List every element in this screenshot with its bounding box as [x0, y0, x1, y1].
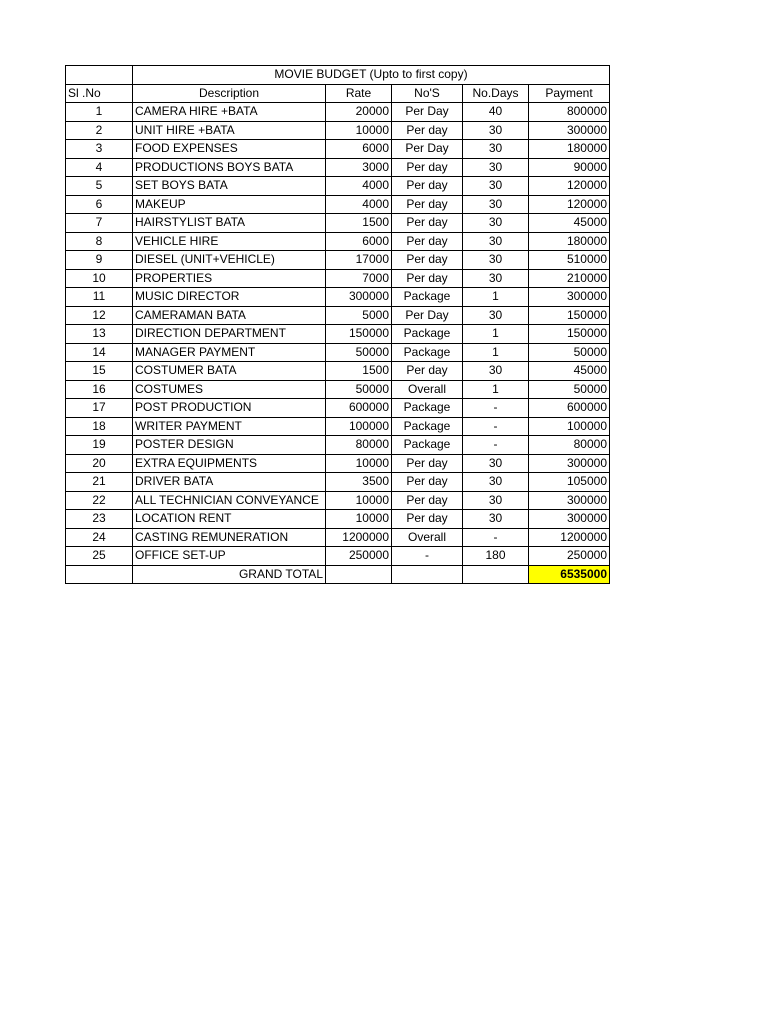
cell-payment: 300000	[529, 454, 610, 473]
cell-payment: 600000	[529, 399, 610, 418]
cell-days: 30	[463, 121, 529, 140]
cell-description: SET BOYS BATA	[133, 177, 326, 196]
cell-days: 30	[463, 510, 529, 529]
cell-description: CAMERAMAN BATA	[133, 306, 326, 325]
cell-days: 40	[463, 103, 529, 122]
cell-sl-no: 8	[66, 232, 133, 251]
cell-rate: 4000	[326, 177, 392, 196]
table-row	[66, 417, 610, 436]
grand-total-row	[66, 565, 610, 584]
cell-payment: 1200000	[529, 528, 610, 547]
total-blank-cell	[326, 565, 392, 584]
table-row	[66, 380, 610, 399]
table-row	[66, 140, 610, 159]
table-row	[66, 177, 610, 196]
cell-sl-no: 13	[66, 325, 133, 344]
cell-days: 30	[463, 362, 529, 381]
cell-sl-no: 15	[66, 362, 133, 381]
cell-payment: 300000	[529, 288, 610, 307]
cell-nos: Per day	[392, 269, 463, 288]
table-row	[66, 547, 610, 566]
cell-sl-no: 19	[66, 436, 133, 455]
cell-description: DRIVER BATA	[133, 473, 326, 492]
cell-rate: 5000	[326, 306, 392, 325]
cell-rate: 600000	[326, 399, 392, 418]
cell-rate: 150000	[326, 325, 392, 344]
cell-nos: Per day	[392, 232, 463, 251]
table-row	[66, 454, 610, 473]
cell-nos: Per Day	[392, 306, 463, 325]
cell-nos: Per day	[392, 177, 463, 196]
cell-description: CASTING REMUNERATION	[133, 528, 326, 547]
cell-payment: 800000	[529, 103, 610, 122]
cell-sl-no: 22	[66, 491, 133, 510]
header-payment: Payment	[529, 84, 610, 103]
table-row	[66, 251, 610, 270]
cell-rate: 1500	[326, 362, 392, 381]
cell-sl-no: 25	[66, 547, 133, 566]
table-row	[66, 473, 610, 492]
cell-payment: 100000	[529, 417, 610, 436]
table-row	[66, 214, 610, 233]
cell-days: 180	[463, 547, 529, 566]
cell-days: 30	[463, 140, 529, 159]
table-row	[66, 269, 610, 288]
cell-payment: 300000	[529, 510, 610, 529]
cell-sl-no: 2	[66, 121, 133, 140]
cell-payment: 210000	[529, 269, 610, 288]
cell-rate: 4000	[326, 195, 392, 214]
cell-description: MAKEUP	[133, 195, 326, 214]
cell-nos: Package	[392, 399, 463, 418]
cell-nos: Per day	[392, 510, 463, 529]
cell-payment: 120000	[529, 177, 610, 196]
cell-days: 30	[463, 306, 529, 325]
cell-nos: Package	[392, 436, 463, 455]
table-row	[66, 306, 610, 325]
header-sl-no: Sl .No	[66, 84, 133, 103]
cell-nos: Per day	[392, 214, 463, 233]
cell-description: FOOD EXPENSES	[133, 140, 326, 159]
cell-description: PROPERTIES	[133, 269, 326, 288]
cell-description: OFFICE SET-UP	[133, 547, 326, 566]
cell-rate: 100000	[326, 417, 392, 436]
table-row	[66, 195, 610, 214]
table-row	[66, 103, 610, 122]
cell-payment: 105000	[529, 473, 610, 492]
table-row	[66, 491, 610, 510]
cell-nos: -	[392, 547, 463, 566]
budget-sheet	[65, 65, 610, 584]
cell-rate: 250000	[326, 547, 392, 566]
cell-description: HAIRSTYLIST BATA	[133, 214, 326, 233]
cell-rate: 10000	[326, 121, 392, 140]
cell-days: -	[463, 417, 529, 436]
cell-sl-no: 10	[66, 269, 133, 288]
cell-rate: 50000	[326, 343, 392, 362]
table-row	[66, 232, 610, 251]
cell-sl-no: 4	[66, 158, 133, 177]
cell-payment: 510000	[529, 251, 610, 270]
table-row	[66, 510, 610, 529]
cell-payment: 80000	[529, 436, 610, 455]
cell-payment: 300000	[529, 491, 610, 510]
cell-sl-no: 23	[66, 510, 133, 529]
cell-days: 1	[463, 380, 529, 399]
title-row	[66, 66, 610, 85]
header-rate: Rate	[326, 84, 392, 103]
total-blank-cell	[66, 565, 133, 584]
cell-payment: 250000	[529, 547, 610, 566]
cell-nos: Per day	[392, 362, 463, 381]
cell-days: 1	[463, 288, 529, 307]
cell-description: COSTUMES	[133, 380, 326, 399]
grand-total-value: 6535000	[529, 565, 610, 584]
cell-description: DIESEL (UNIT+VEHICLE)	[133, 251, 326, 270]
cell-sl-no: 7	[66, 214, 133, 233]
cell-sl-no: 1	[66, 103, 133, 122]
cell-days: -	[463, 399, 529, 418]
cell-sl-no: 16	[66, 380, 133, 399]
cell-nos: Package	[392, 325, 463, 344]
cell-rate: 80000	[326, 436, 392, 455]
cell-nos: Overall	[392, 380, 463, 399]
cell-nos: Per day	[392, 473, 463, 492]
cell-sl-no: 9	[66, 251, 133, 270]
cell-sl-no: 5	[66, 177, 133, 196]
cell-days: 30	[463, 473, 529, 492]
cell-description: VEHICLE HIRE	[133, 232, 326, 251]
cell-payment: 90000	[529, 158, 610, 177]
cell-days: 30	[463, 232, 529, 251]
cell-description: POST PRODUCTION	[133, 399, 326, 418]
cell-sl-no: 14	[66, 343, 133, 362]
cell-payment: 120000	[529, 195, 610, 214]
cell-nos: Per Day	[392, 103, 463, 122]
cell-payment: 50000	[529, 343, 610, 362]
cell-payment: 180000	[529, 140, 610, 159]
total-blank-cell	[463, 565, 529, 584]
cell-sl-no: 24	[66, 528, 133, 547]
cell-description: LOCATION RENT	[133, 510, 326, 529]
header-description: Description	[133, 84, 326, 103]
cell-nos: Package	[392, 417, 463, 436]
cell-rate: 7000	[326, 269, 392, 288]
cell-description: UNIT HIRE +BATA	[133, 121, 326, 140]
cell-rate: 20000	[326, 103, 392, 122]
title-blank-cell	[66, 66, 133, 85]
table-row	[66, 288, 610, 307]
table-row	[66, 362, 610, 381]
cell-description: EXTRA EQUIPMENTS	[133, 454, 326, 473]
table-row	[66, 158, 610, 177]
cell-sl-no: 21	[66, 473, 133, 492]
cell-description: DIRECTION DEPARTMENT	[133, 325, 326, 344]
grand-total-label: GRAND TOTAL	[133, 565, 326, 584]
table-row	[66, 325, 610, 344]
cell-rate: 10000	[326, 510, 392, 529]
cell-days: 30	[463, 195, 529, 214]
cell-nos: Per day	[392, 121, 463, 140]
cell-description: CAMERA HIRE +BATA	[133, 103, 326, 122]
cell-sl-no: 6	[66, 195, 133, 214]
cell-description: MANAGER PAYMENT	[133, 343, 326, 362]
cell-description: PRODUCTIONS BOYS BATA	[133, 158, 326, 177]
cell-rate: 6000	[326, 232, 392, 251]
header-nos: No'S	[392, 84, 463, 103]
table-title: MOVIE BUDGET (Upto to first copy)	[133, 66, 610, 85]
cell-description: ALL TECHNICIAN CONVEYANCE	[133, 491, 326, 510]
cell-rate: 10000	[326, 454, 392, 473]
cell-rate: 1500	[326, 214, 392, 233]
cell-sl-no: 11	[66, 288, 133, 307]
table-row	[66, 121, 610, 140]
cell-sl-no: 20	[66, 454, 133, 473]
budget-table	[65, 65, 610, 584]
cell-days: 30	[463, 251, 529, 270]
cell-nos: Overall	[392, 528, 463, 547]
cell-days: 30	[463, 269, 529, 288]
cell-days: 1	[463, 343, 529, 362]
cell-sl-no: 12	[66, 306, 133, 325]
cell-payment: 300000	[529, 121, 610, 140]
cell-nos: Per day	[392, 491, 463, 510]
cell-rate: 1200000	[326, 528, 392, 547]
table-row	[66, 436, 610, 455]
cell-description: MUSIC DIRECTOR	[133, 288, 326, 307]
table-row	[66, 399, 610, 418]
cell-sl-no: 3	[66, 140, 133, 159]
cell-rate: 10000	[326, 491, 392, 510]
cell-payment: 45000	[529, 214, 610, 233]
cell-description: COSTUMER BATA	[133, 362, 326, 381]
cell-sl-no: 18	[66, 417, 133, 436]
cell-description: WRITER PAYMENT	[133, 417, 326, 436]
total-blank-cell	[392, 565, 463, 584]
cell-days: 30	[463, 454, 529, 473]
cell-rate: 3000	[326, 158, 392, 177]
cell-rate: 6000	[326, 140, 392, 159]
header-row	[66, 84, 610, 103]
cell-nos: Per day	[392, 251, 463, 270]
cell-payment: 150000	[529, 306, 610, 325]
cell-rate: 17000	[326, 251, 392, 270]
cell-nos: Package	[392, 288, 463, 307]
cell-nos: Per day	[392, 454, 463, 473]
cell-days: 30	[463, 214, 529, 233]
cell-nos: Package	[392, 343, 463, 362]
cell-description: POSTER DESIGN	[133, 436, 326, 455]
cell-rate: 3500	[326, 473, 392, 492]
cell-nos: Per day	[392, 158, 463, 177]
cell-rate: 300000	[326, 288, 392, 307]
cell-payment: 150000	[529, 325, 610, 344]
cell-nos: Per day	[392, 195, 463, 214]
cell-payment: 180000	[529, 232, 610, 251]
cell-days: 30	[463, 491, 529, 510]
cell-days: 1	[463, 325, 529, 344]
cell-nos: Per Day	[392, 140, 463, 159]
cell-days: 30	[463, 158, 529, 177]
cell-days: 30	[463, 177, 529, 196]
table-row	[66, 528, 610, 547]
table-row	[66, 343, 610, 362]
cell-days: -	[463, 528, 529, 547]
cell-sl-no: 17	[66, 399, 133, 418]
cell-days: -	[463, 436, 529, 455]
cell-payment: 50000	[529, 380, 610, 399]
cell-rate: 50000	[326, 380, 392, 399]
header-days: No.Days	[463, 84, 529, 103]
cell-payment: 45000	[529, 362, 610, 381]
